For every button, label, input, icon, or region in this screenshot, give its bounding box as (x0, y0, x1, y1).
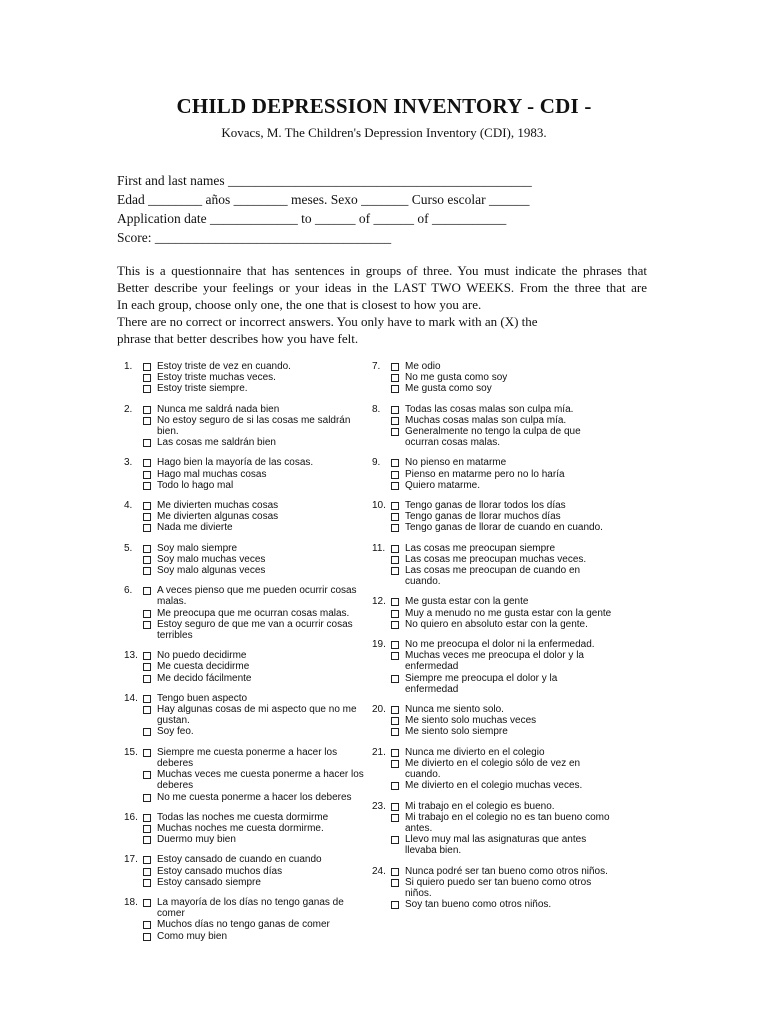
question-item (372, 543, 612, 588)
answer-option[interactable] (143, 661, 364, 672)
checkbox-icon[interactable] (143, 652, 151, 660)
checkbox-icon[interactable] (391, 471, 399, 479)
checkbox-icon[interactable] (391, 782, 399, 790)
answer-option-text: Hay algunas cosas de mi aspecto que no me gustan. (157, 704, 357, 727)
answer-option[interactable] (391, 877, 612, 899)
checkbox-icon[interactable] (143, 675, 151, 683)
answer-option-text: Siempre me preocupa el dolor y la enfermedad (405, 672, 558, 695)
answer-option-text: Tengo buen aspecto (157, 692, 248, 704)
answer-option[interactable] (391, 522, 612, 533)
instructions-line: In each group, choose only one, the one that is closest to how you are. (117, 297, 482, 312)
checkbox-icon[interactable] (143, 610, 151, 618)
checkbox-icon[interactable] (143, 385, 151, 393)
question-number: 7. (372, 361, 381, 372)
answer-option-text: Pienso en matarme pero no lo haría (405, 468, 565, 480)
checkbox-icon[interactable] (143, 513, 151, 521)
application-date-field[interactable]: Application date _____________ to ______ of ______ of ___________ (117, 211, 507, 226)
answer-option-text: No puedo decidirme (157, 650, 247, 662)
question-number: 3. (124, 457, 133, 469)
answer-option-text: La mayoría de los días no tengo ganas de comer (157, 896, 344, 920)
answer-option[interactable] (143, 726, 364, 737)
answer-option[interactable] (391, 469, 612, 480)
question-item (372, 747, 612, 792)
answer-option-text: Estoy triste muchas veces. (157, 372, 276, 384)
question-item (124, 897, 364, 942)
answer-option-text: Me divierten algunas cosas (157, 511, 279, 523)
answer-option[interactable] (143, 877, 364, 888)
checkbox-icon[interactable] (143, 771, 151, 779)
instructions-line: There are no correct or incorrect answers. You only have to mark with an (X) the (117, 314, 538, 329)
answer-option[interactable] (391, 704, 612, 715)
answer-option-text: Nunca me siento solo. (405, 704, 504, 716)
answer-option[interactable] (143, 480, 364, 491)
answer-option-text: Me siento solo siempre (405, 726, 508, 738)
question-item (124, 585, 364, 641)
answer-option[interactable] (391, 780, 612, 791)
answer-option[interactable] (391, 726, 612, 737)
answer-option-text: Soy malo muchas veces (157, 553, 266, 565)
answer-option-text: Estoy seguro de que me van a ocurrir cosas terribles (157, 618, 353, 642)
checkbox-icon[interactable] (143, 621, 151, 629)
question-number: 8. (372, 403, 381, 415)
checkbox-icon[interactable] (391, 417, 399, 425)
answer-option-text: Tengo ganas de llorar todos los días (405, 500, 566, 512)
checkbox-icon[interactable] (143, 482, 151, 490)
answer-option-text: Muchas noches me cuesta dormirme. (157, 822, 324, 834)
answer-option[interactable] (143, 823, 364, 834)
answer-option-text: Estoy cansado muchos días (157, 865, 283, 877)
answer-option[interactable] (143, 469, 364, 480)
answer-option-text: Me odio (405, 361, 441, 372)
answer-option-text: Estoy triste siempre. (157, 383, 248, 395)
instructions-line: Better describe your feelings or your ideas in the LAST TWO WEEKS. From the three that are (117, 280, 647, 295)
checkbox-icon[interactable] (143, 471, 151, 479)
answer-option-text: Muchas cosas malas son culpa mía. (405, 414, 567, 426)
answer-option-text: Hago mal muchas cosas (157, 468, 267, 480)
answer-option-text: Las cosas me saldrán bien (157, 437, 276, 449)
answer-option[interactable] (391, 758, 612, 780)
question-number: 1. (124, 361, 133, 372)
checkbox-icon[interactable] (143, 374, 151, 382)
answer-option-text: Mi trabajo en el colegio es bueno. (405, 800, 555, 812)
answer-option[interactable] (143, 812, 364, 823)
checkbox-icon[interactable] (391, 545, 399, 553)
question-item (372, 639, 612, 695)
answer-option[interactable] (391, 801, 612, 812)
checkbox-icon[interactable] (143, 417, 151, 425)
answer-option[interactable] (143, 457, 364, 468)
answer-option[interactable] (391, 619, 612, 630)
questions-left-column (124, 361, 364, 951)
checkbox-icon[interactable] (143, 587, 151, 595)
answer-option[interactable] (391, 457, 612, 468)
answer-option-text: Duermo muy bien (157, 834, 236, 846)
checkbox-icon[interactable] (391, 502, 399, 510)
checkbox-icon[interactable] (143, 749, 151, 757)
checkbox-icon[interactable] (391, 374, 399, 382)
checkbox-icon[interactable] (143, 363, 151, 371)
checkbox-icon[interactable] (391, 706, 399, 714)
checkbox-icon[interactable] (143, 921, 151, 929)
checkbox-icon[interactable] (391, 385, 399, 393)
question-item (124, 500, 364, 534)
answer-option-text: Soy tan bueno como otros niños. (405, 899, 552, 911)
checkbox-icon[interactable] (391, 749, 399, 757)
answer-option-text: Todo lo hago mal (157, 479, 234, 491)
question-item (372, 866, 612, 911)
checkbox-icon[interactable] (391, 717, 399, 725)
answer-option-text: Quiero matarme. (405, 479, 481, 491)
question-number: 18. (124, 896, 138, 908)
answer-option[interactable] (391, 554, 612, 565)
answer-option[interactable] (143, 500, 364, 511)
answer-option[interactable] (143, 866, 364, 877)
checkbox-icon[interactable] (391, 406, 399, 414)
answer-option-text: Las cosas me preocupan de cuando en cuando. (405, 565, 581, 588)
answer-option[interactable] (391, 361, 612, 372)
answer-option[interactable] (391, 511, 612, 522)
answer-option-text: Me siento solo muchas veces (405, 715, 537, 727)
checkbox-icon[interactable] (391, 363, 399, 371)
answer-option[interactable] (143, 792, 364, 803)
answer-option-text: Las cosas me preocupan siempre (405, 542, 556, 554)
score-field[interactable]: Score: ___________________________________ (117, 230, 392, 245)
checkbox-icon[interactable] (143, 502, 151, 510)
answer-option-text: Todas las cosas malas son culpa mía. (405, 403, 574, 415)
question-item (372, 500, 612, 534)
answer-option[interactable] (391, 834, 612, 856)
answer-option-text: Soy feo. (157, 726, 194, 738)
answer-option-text: Muchas veces me preocupa el dolor y la enfermedad (405, 650, 584, 673)
answer-option-text: No me gusta como soy (405, 372, 508, 384)
question-item (372, 704, 612, 738)
question-item (372, 457, 612, 491)
answer-option-text: Llevo muy mal las asignaturas que antes llevaba bien. (405, 834, 587, 857)
checkbox-icon[interactable] (143, 663, 151, 671)
instructions (117, 262, 647, 347)
checkbox-icon[interactable] (143, 545, 151, 553)
answer-option[interactable] (143, 919, 364, 930)
question-number: 17. (124, 854, 138, 866)
answer-option-text: Me cuesta decidirme (157, 661, 250, 673)
answer-option[interactable] (391, 608, 612, 619)
checkbox-icon[interactable] (391, 879, 399, 887)
checkbox-icon[interactable] (391, 868, 399, 876)
answer-option-text: Nunca me divierto en el colegio (405, 746, 545, 758)
answer-option[interactable] (143, 372, 364, 383)
answer-option-text: A veces pienso que me pueden ocurrir cosas malas. (157, 585, 357, 608)
document-title: CHILD DEPRESSION INVENTORY - CDI - (176, 94, 592, 118)
answer-option[interactable] (143, 522, 364, 533)
question-item (124, 693, 364, 738)
answer-option[interactable] (143, 673, 364, 684)
answer-option-text: Me divierten muchas cosas (157, 500, 279, 512)
answer-option-text: Todas las noches me cuesta dormirme (157, 811, 329, 823)
checkbox-icon[interactable] (143, 825, 151, 833)
checkbox-icon[interactable] (143, 879, 151, 887)
answer-option[interactable] (391, 673, 612, 695)
question-item (372, 801, 612, 857)
age-sex-grade-field[interactable]: Edad ________ años ________ meses. Sexo _______ Curso escolar ______ (117, 192, 530, 207)
answer-option-text: No me preocupa el dolor ni la enfermedad. (405, 639, 595, 651)
answer-option-text: Me divierto en el colegio sólo de vez en cuando. (405, 757, 581, 781)
answer-option[interactable] (391, 543, 612, 554)
question-number: 19. (372, 639, 386, 651)
checkbox-icon[interactable] (143, 814, 151, 822)
instructions-line: phrase that better describes how you have felt. (117, 331, 359, 346)
answer-option[interactable] (391, 596, 612, 607)
answer-option[interactable] (391, 426, 612, 448)
answer-option[interactable] (391, 812, 612, 834)
checkbox-icon[interactable] (391, 901, 399, 909)
question-number: 24. (372, 865, 386, 877)
answer-option-text: Tengo ganas de llorar muchos días (405, 511, 561, 523)
answer-option-text: Siempre me cuesta ponerme a hacer los deberes (157, 746, 338, 769)
answer-option[interactable] (391, 650, 612, 672)
question-number: 4. (124, 500, 133, 512)
question-item (124, 812, 364, 846)
checkbox-icon[interactable] (143, 459, 151, 467)
answer-option[interactable] (143, 619, 364, 641)
answer-option-text: Soy malo algunas veces (157, 565, 266, 577)
answer-option-text: Como muy bien (157, 930, 228, 942)
answer-option-text: Nunca me saldrá nada bien (157, 403, 280, 415)
question-number: 11. (372, 542, 386, 554)
question-item (124, 650, 364, 684)
checkbox-icon[interactable] (143, 794, 151, 802)
answer-option[interactable] (143, 404, 364, 415)
question-item (372, 361, 612, 395)
answer-option-text: Nada me divierte (157, 522, 233, 534)
answer-option[interactable] (391, 383, 612, 394)
citation: Kovacs, M. The Children's Depression Inventory (CDI), 1983. (221, 125, 547, 140)
question-number: 15. (124, 746, 138, 758)
answer-option-text: No quiero en absoluto estar con la gente. (405, 618, 588, 630)
question-number: 5. (124, 542, 133, 554)
answer-option[interactable] (143, 834, 364, 845)
answer-option[interactable] (391, 866, 612, 877)
answer-option[interactable] (143, 361, 364, 372)
answer-option-text: Tengo ganas de llorar de cuando en cuando. (405, 522, 603, 534)
answer-option-text: Me divierto en el colegio muchas veces. (405, 780, 583, 792)
answer-option[interactable] (143, 565, 364, 576)
answer-option-text: No me cuesta ponerme a hacer los deberes (157, 791, 352, 803)
answer-option[interactable] (143, 931, 364, 942)
checkbox-icon[interactable] (391, 428, 399, 436)
answer-option-text: Las cosas me preocupan muchas veces. (405, 553, 587, 565)
checkbox-icon[interactable] (391, 459, 399, 467)
question-number: 16. (124, 811, 138, 823)
checkbox-icon[interactable] (391, 760, 399, 768)
answer-option[interactable] (143, 415, 364, 437)
answer-option[interactable] (143, 554, 364, 565)
question-item (124, 747, 364, 803)
checkbox-icon[interactable] (143, 556, 151, 564)
answer-option-text: Muchos días no tengo ganas de comer (157, 919, 330, 931)
answer-option[interactable] (143, 747, 364, 769)
answer-option[interactable] (143, 650, 364, 661)
answer-option-text: Si quiero puedo ser tan bueno como otros niños. (405, 876, 592, 899)
checkbox-icon[interactable] (143, 836, 151, 844)
question-number: 10. (372, 500, 386, 512)
answer-option-text: Mi trabajo en el colegio no es tan bueno como antes. (405, 811, 610, 834)
answer-option[interactable] (391, 899, 612, 910)
question-item (124, 361, 364, 395)
answer-option[interactable] (143, 511, 364, 522)
checkbox-icon[interactable] (143, 868, 151, 876)
checkbox-icon[interactable] (391, 652, 399, 660)
question-number: 12. (372, 596, 386, 608)
answer-option[interactable] (391, 415, 612, 426)
answer-option[interactable] (143, 693, 364, 704)
checkbox-icon[interactable] (391, 675, 399, 683)
answer-option-text: Me decido fácilmente (157, 672, 252, 684)
checkbox-icon[interactable] (391, 803, 399, 811)
name-field[interactable]: First and last names _____________________________________________ (117, 173, 532, 188)
checkbox-icon[interactable] (391, 621, 399, 629)
question-item (124, 457, 364, 491)
answer-option[interactable] (143, 769, 364, 791)
answer-option[interactable] (143, 897, 364, 919)
question-number: 21. (372, 746, 386, 758)
answer-option-text: Estoy cansado siempre (157, 876, 261, 888)
question-item (124, 543, 364, 577)
answer-option[interactable] (391, 747, 612, 758)
question-item (124, 404, 364, 449)
checkbox-icon[interactable] (143, 706, 151, 714)
checkbox-icon[interactable] (143, 406, 151, 414)
questions-right-column (372, 361, 612, 919)
question-item (124, 854, 364, 888)
question-item (372, 404, 612, 449)
checkbox-icon[interactable] (391, 567, 399, 575)
question-number: 9. (372, 457, 381, 469)
answer-option[interactable] (143, 437, 364, 448)
checkbox-icon[interactable] (143, 899, 151, 907)
answer-option-text: Nunca podré ser tan bueno como otros niños. (405, 865, 608, 877)
answer-option[interactable] (143, 704, 364, 726)
answer-option[interactable] (143, 543, 364, 554)
answer-option[interactable] (391, 639, 612, 650)
checkbox-icon[interactable] (391, 836, 399, 844)
checkbox-icon[interactable] (143, 567, 151, 575)
answer-option-text: Muchas veces me cuesta ponerme a hacer los deberes (157, 769, 364, 792)
checkbox-icon[interactable] (391, 610, 399, 618)
answer-option[interactable] (143, 608, 364, 619)
answer-option-text: Soy malo siempre (157, 542, 238, 554)
question-number: 23. (372, 800, 386, 812)
question-number: 13. (124, 650, 138, 662)
question-number: 6. (124, 585, 133, 597)
checkbox-icon[interactable] (391, 556, 399, 564)
checkbox-icon[interactable] (391, 814, 399, 822)
checkbox-icon[interactable] (143, 695, 151, 703)
question-number: 14. (124, 692, 138, 704)
answer-option-text: Estoy cansado de cuando en cuando (157, 854, 322, 866)
checkbox-icon[interactable] (391, 641, 399, 649)
checkbox-icon[interactable] (143, 728, 151, 736)
answer-option[interactable] (143, 854, 364, 865)
question-number: 20. (372, 704, 386, 716)
checkbox-icon[interactable] (143, 524, 151, 532)
checkbox-icon[interactable] (391, 524, 399, 532)
answer-option-text: Hago bien la mayoría de las cosas. (157, 457, 314, 469)
answer-option-text: No estoy seguro de si las cosas me saldrán bien. (157, 414, 351, 438)
answer-option-text: Me gusta como soy (405, 383, 492, 395)
question-number: 2. (124, 403, 133, 415)
answer-option[interactable] (143, 585, 364, 607)
answer-option[interactable] (143, 383, 364, 394)
answer-option[interactable] (391, 500, 612, 511)
answer-option[interactable] (391, 404, 612, 415)
answer-option[interactable] (391, 372, 612, 383)
answer-option-text: Muy a menudo no me gusta estar con la gente (405, 607, 612, 619)
checkbox-icon[interactable] (391, 482, 399, 490)
checkbox-icon[interactable] (391, 598, 399, 606)
question-item (372, 596, 612, 630)
checkbox-icon[interactable] (143, 439, 151, 447)
answer-option[interactable] (391, 565, 612, 587)
answer-option[interactable] (391, 715, 612, 726)
answer-option-text: Generalmente no tengo la culpa de que ocurran cosas malas. (405, 426, 581, 449)
checkbox-icon[interactable] (391, 513, 399, 521)
answer-option-text: Estoy triste de vez en cuando. (157, 361, 291, 372)
checkbox-icon[interactable] (143, 856, 151, 864)
instructions-line: This is a questionnaire that has sentences in groups of three. You must indicate the phrases that (117, 263, 647, 278)
form-fields (117, 171, 677, 247)
checkbox-icon[interactable] (143, 933, 151, 941)
answer-option[interactable] (391, 480, 612, 491)
answer-option-text: Me gusta estar con la gente (405, 596, 529, 608)
checkbox-icon[interactable] (391, 728, 399, 736)
answer-option-text: No pienso en matarme (405, 457, 507, 469)
answer-option-text: Me preocupa que me ocurran cosas malas. (157, 607, 350, 619)
